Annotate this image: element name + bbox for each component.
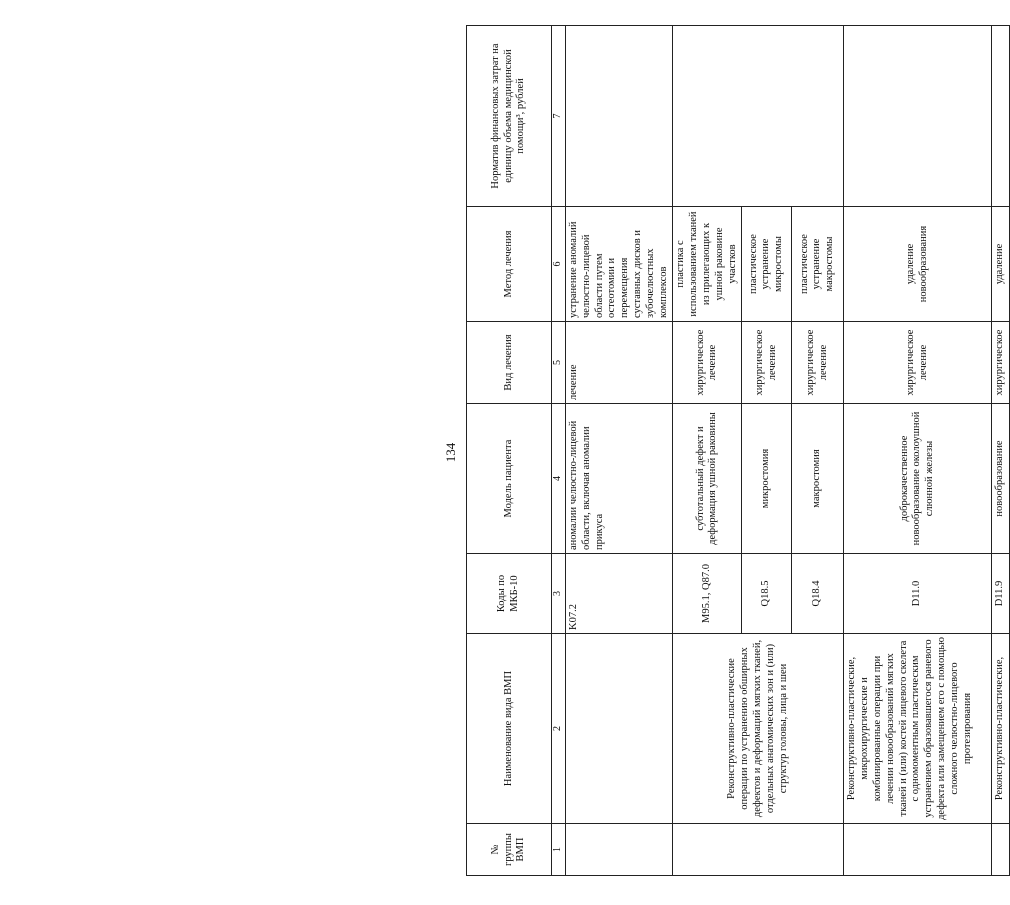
group-cell bbox=[673, 824, 844, 876]
header-patient-model: Модель пациента bbox=[467, 404, 552, 554]
patient-model-cell: субтотальный дефект и деформация ушной раковины bbox=[673, 404, 742, 554]
cost-cell bbox=[844, 26, 992, 207]
treatment-method-cell: пластическое устранение макростомы bbox=[792, 207, 844, 322]
vmp-name-cell: Реконструктивно-пластические, микрохирургические и комбинированные операции при лечении новообразований мягких тканей и (или) костей лицевого скелета с одномоментным пластическим устранением образовавшегося раневого дефекта или замещением его с помощью сложного челюстно-лицевого протезирования bbox=[844, 634, 992, 824]
cost-cell bbox=[992, 26, 1010, 207]
header-icd-codes: Коды по МКБ-10 bbox=[467, 554, 552, 634]
patient-model-cell: новообразование bbox=[992, 404, 1010, 554]
column-number: 6 bbox=[552, 207, 566, 322]
vmp-name-cell: Реконструктивно-пластические, bbox=[992, 634, 1010, 824]
treatment-method-cell: устранение аномалий челюстно-лицевой области путем остеотомии и перемещения суставных дисков и зубочелюстных комплексов bbox=[566, 207, 673, 322]
patient-model-cell: аномалии челюстно-лицевой области, включая аномалии прикуса bbox=[566, 404, 673, 554]
column-number: 7 bbox=[552, 26, 566, 207]
page-number: 134 bbox=[443, 442, 458, 463]
column-number: 2 bbox=[552, 634, 566, 824]
treatment-type-cell: лечение bbox=[566, 322, 673, 404]
table-row bbox=[992, 26, 1010, 876]
patient-model-cell: микростомия bbox=[742, 404, 792, 554]
header-vmp-name: Наименование вида ВМП bbox=[467, 634, 552, 824]
header-cost-standard: Норматив финансовых затрат на единицу объема медицинской помощи³, рублей bbox=[467, 26, 552, 207]
treatment-type-cell: хирургическое лечение bbox=[742, 322, 792, 404]
vmp-name-cell bbox=[566, 634, 673, 824]
icd-code-cell: D11.0 bbox=[844, 554, 992, 634]
cost-cell bbox=[673, 26, 844, 207]
icd-code-cell: K07.2 bbox=[566, 554, 673, 634]
vmp-name-cell: Реконструктивно-пластические операции по устранению обширных дефектов и деформаций мягких тканей, отдельных анатомических зон и (или) структур головы, лица и шеи bbox=[673, 634, 844, 824]
column-number: 1 bbox=[552, 824, 566, 876]
column-number: 4 bbox=[552, 404, 566, 554]
icd-code-cell: Q18.4 bbox=[792, 554, 844, 634]
table-row bbox=[844, 26, 992, 876]
treatment-type-cell: хирургическое bbox=[992, 322, 1010, 404]
treatment-method-cell: удаление новообразования bbox=[844, 207, 992, 322]
table-row bbox=[566, 26, 673, 876]
icd-code-cell: Q18.5 bbox=[742, 554, 792, 634]
header-row bbox=[467, 26, 552, 876]
table-row bbox=[673, 26, 742, 876]
header-group-no: № группы ВМП bbox=[467, 824, 552, 876]
treatment-method-cell: пластическое устранение микростомы bbox=[742, 207, 792, 322]
icd-code-cell: D11.9 bbox=[992, 554, 1010, 634]
column-number-row bbox=[552, 26, 566, 876]
cost-cell bbox=[566, 26, 673, 207]
column-number: 3 bbox=[552, 554, 566, 634]
group-cell bbox=[844, 824, 992, 876]
treatment-type-cell: хирургическое лечение bbox=[792, 322, 844, 404]
group-cell bbox=[566, 824, 673, 876]
column-number: 5 bbox=[552, 322, 566, 404]
vmp-table bbox=[466, 25, 1010, 876]
patient-model-cell: макростомия bbox=[792, 404, 844, 554]
header-treatment-method: Метод лечения bbox=[467, 207, 552, 322]
treatment-type-cell: хирургическое лечение bbox=[673, 322, 742, 404]
group-cell bbox=[992, 824, 1010, 876]
treatment-type-cell: хирургическое лечение bbox=[844, 322, 992, 404]
icd-code-cell: M95.1, Q87.0 bbox=[673, 554, 742, 634]
header-treatment-type: Вид лечения bbox=[467, 322, 552, 404]
treatment-method-cell: пластика с использованием тканей из прилегающих к ушной раковине участков bbox=[673, 207, 742, 322]
treatment-method-cell: удаление bbox=[992, 207, 1010, 322]
patient-model-cell: доброкачественное новообразование околоушной слюнной железы bbox=[844, 404, 992, 554]
